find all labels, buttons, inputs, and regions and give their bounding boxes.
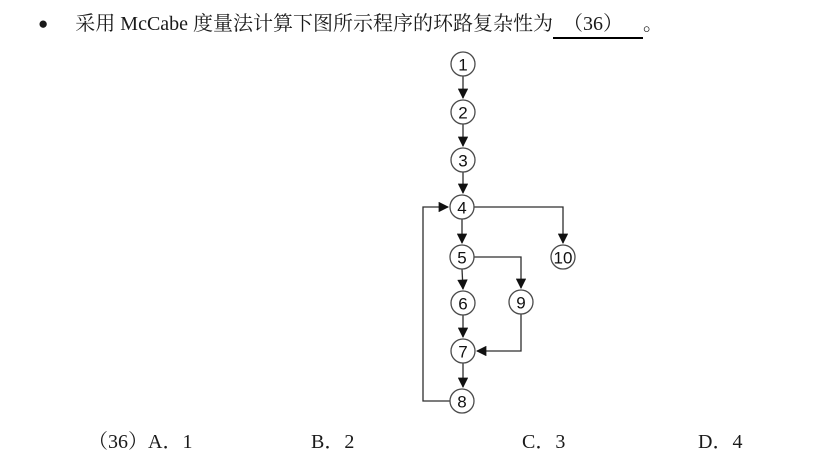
flow-node-label-2: 2	[458, 103, 468, 123]
flow-edge-9-7	[477, 314, 521, 351]
option-a: （36）A．1	[88, 431, 193, 453]
option-c: C．3	[522, 431, 566, 453]
flow-edge-5-6	[462, 269, 463, 289]
option-d: D．4	[698, 431, 743, 453]
flow-node-label-3: 3	[458, 151, 468, 171]
flow-node-label-10: 10	[553, 248, 573, 268]
question-text: 采用 McCabe 度量法计算下图所示程序的环路复杂性为	[75, 13, 554, 35]
bullet-icon: ●	[38, 14, 49, 33]
flow-node-label-1: 1	[458, 55, 468, 75]
option-b: B．2	[311, 431, 355, 453]
flow-node-label-4: 4	[457, 198, 467, 218]
flow-node-label-9: 9	[516, 293, 526, 313]
flow-edge-4-10	[474, 207, 563, 243]
answer-options	[0, 425, 827, 453]
question-period: 。	[643, 13, 664, 35]
flow-node-label-6: 6	[458, 294, 468, 314]
question-blank: （36）	[553, 12, 643, 39]
flow-edge-8-4	[423, 207, 450, 401]
flow-node-label-8: 8	[457, 392, 467, 412]
flow-node-label-7: 7	[458, 342, 468, 362]
flow-node-label-5: 5	[457, 248, 467, 268]
flow-edge-5-9	[474, 257, 521, 288]
